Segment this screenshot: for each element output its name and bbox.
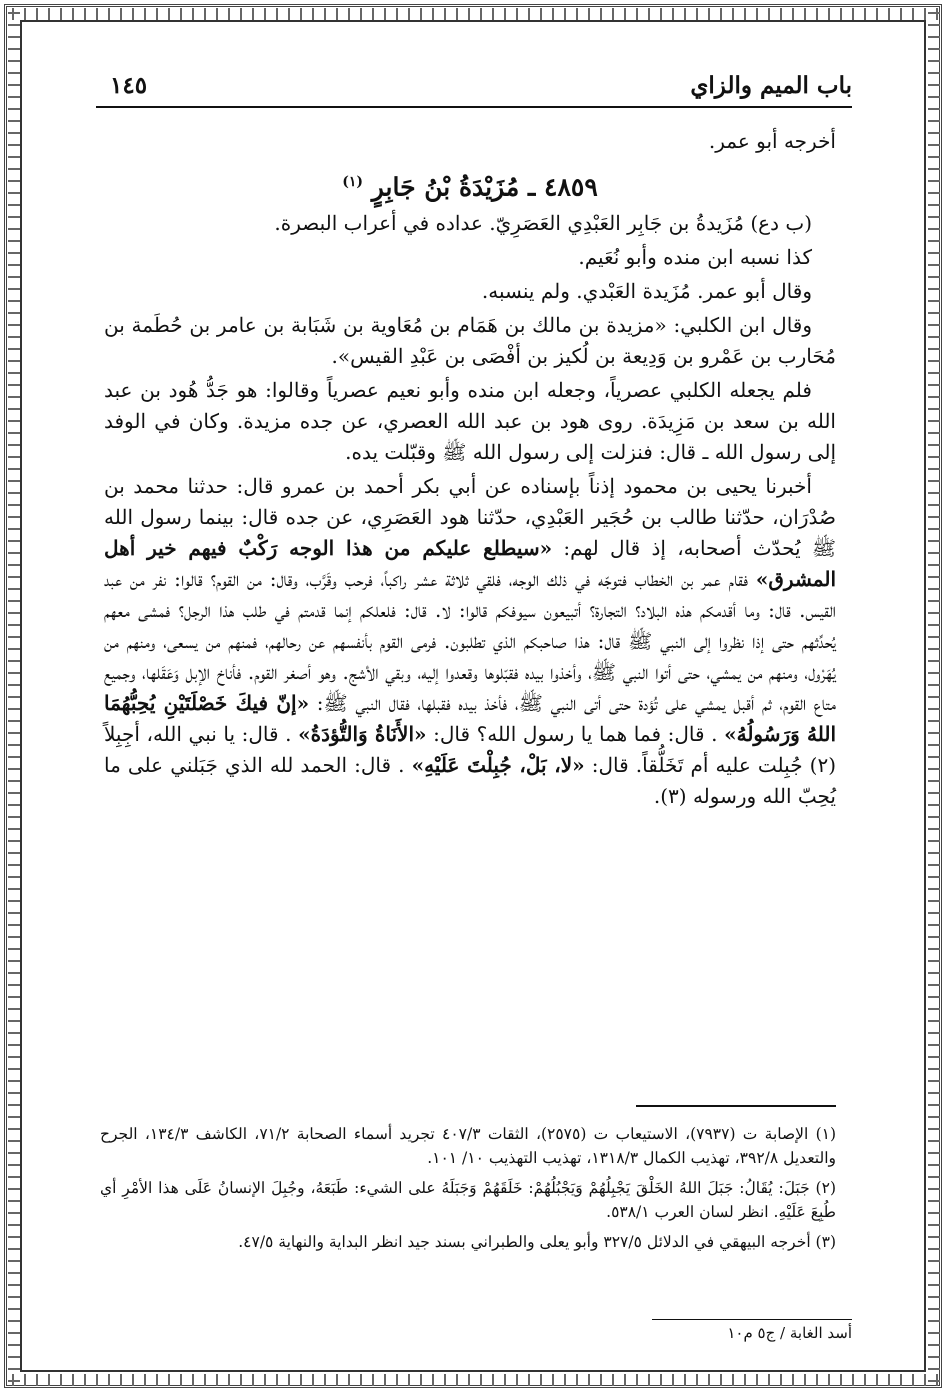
main-text [104,126,836,815]
page-number: ١٤٥ [110,72,148,99]
paragraph-5: فلم يجعله الكلبي عصرياً، وجعله ابن منده وأبو نعيم عصرياً وقالوا: هو جَدُّ هُود بن عبد الله بن سعد بن مَزِيدَة. روى هود بن عبد الله العصري، عن جده مزيدة. وكان في الوفد إلى رسول الله ـ قال: فنزلت إلى رسول الله ﷺ وقبّلت يده. [104,378,836,465]
footnotes [100,1122,836,1260]
footnote-3: (٣) أخرجه البيهقي في الدلائل ٣٢٧/٥ وأبو يعلى والطبراني بسند جيد انظر البداية والنهاية ٤٧/٥. [238,1233,836,1251]
narration-text: . قال: يا نبي الله، أجِبِلاً (٢) جُبِلت عليه أم تَخَلُّقاً. قال: [104,722,837,778]
page-header [96,72,852,108]
paragraph-1: (ب دع) مُزَيدةُ بن جَابِر العَبْدِي العَصَرِيّ. عداده في أعراب البصرة. [274,211,812,236]
narration-text: . قال: فما هما يا رسول الله؟ قال: [433,722,718,747]
footnote-2: (٢) جَبَلَ: يُقَالُ: جَبَلَ اللهُ الخَلْقَ يَجْبِلُهُمْ وَيَجْبُلُهُمْ: خَلَقَهُمْ وَجَبَلَهُ على الشيء: طَبَعَهُ، وجُبِلَ الإنسانُ عَلَى هذا الأمْرِ أي طُبِعَ عَلَيْهِ. انظر لسان العرب ٥٣٨/١. [100,1179,836,1221]
hadith-quote-1: «سيطلع عليكم من هذا الوجه رَكْبٌ فيهم خير أهل المشرق» [104,536,837,592]
paragraph-3: وقال أبو عمر. مُزَيدة العَبْدي. ولم ينسبه. [481,279,812,304]
entry-heading [104,167,836,202]
narration-text: فقام عمر بن الخطاب فتوجّه في ذلك الوجه، فلقي ثلاثة عشر راكباً، فرحب وقَرَّب، وقال: من القوم؟ قالوا: نفر من عبد القيس. قال: وما أقدمكم هذه البلاد؟ التجارة؟ أتبيعون سيوفكم قالوا: لا. قال: فلعلكم إنما قدمتم في طلب هذا الرجل؟ فمشى معهم يُحدِّثهم حتى إذا نظروا إلى النبي ﷺ قال: هذا صاحبكم الذي تطلبون. فرمى القوم بأنفسهم عن رحالهم، فمنهم من يسعى، ومنهم من يُهَرْول، ومنهم من يمشي، حتى أتوا النبي ﷺ، وأخذوا بيده فقبّلوها وقعدوا إليه، وبقي الأشج. وهو أصغر القوم. فأناخ الإبل وَعَقَلها، وجميع متاع القوم، ثم أقبل يمشي على تُؤدة حتى أتى النبي ﷺ، فأخذ بيده فقبلها، فقال النبي ﷺ: [104,567,836,716]
border-chain-right [928,8,940,1386]
paragraph-2: كذا نسبه ابن منده وأبو نُعَيم. [578,245,812,270]
border-chain-left [8,8,20,1386]
border-chain-bottom [8,1374,940,1386]
paragraph-4: وقال ابن الكلبي: «مزيدة بن مالك بن هَمَام بن مُعَاوية بن شَبَابة بن عامر بن حُطَمة بن مُحَارب بن عَمْرو بن وَدِيعة بن لُكيز بن أفْصَى بن عَبْدِ القيس». [104,313,836,369]
paragraph-6 [104,471,836,812]
narration-text: أخبرنا يحيى بن محمود إذناً بإسناده عن أبي بكر أحمد بن عمرو قال: حدثنا محمد بن صُدْرَان، حدّثنا طالب بن حُجَير العَبْدِي، حدّثنا هود العَصَرِي، عن جده قال: بينما رسول الله ﷺ يُحدّث أصحابه، إذ قال لهم: [104,474,837,561]
footnote-1: (١) الإصابة ت (٧٩٣٧)، الاستيعاب ت (٢٥٧٥)، الثقات ٤٠٧/٣ تجريد أسماء الصحابة ٧١/٢، الكاشف ١٣٤/٣، الجرح والتعديل ٣٩٢/٨، تهذيب الكمال ١٣١٨/٣، تهذيب التهذيب ١٠/ ١٠١. [100,1125,837,1167]
footnote-ref-1: (١) [342,174,363,190]
hadith-quote-4: «لا، بَلْ، جُبِلْتَ عَلَيْهِ» [411,753,585,778]
border-chain-top [8,8,940,20]
narration-text: . قال: الحمد لله الذي جَبَلني على ما يُحِبّ الله ورسوله (٣). [104,753,836,809]
footnote-separator [636,1105,836,1107]
hadith-quote-2: «إنّ فيكَ خَصْلَتَيْنِ يُحِبُّهُمَا اللهُ وَرَسُولُهُ» [104,691,837,747]
hadith-quote-3: «الأَنَاةُ وَالتُّؤدَةُ» [298,722,427,747]
paragraph-intro: أخرجه أبو عمر. [708,129,836,153]
running-title: باب الميم والزاي [690,72,852,99]
signature-mark: أسد الغابة / ج٥ م١٠ [652,1319,852,1342]
entry-title: ٤٨٥٩ ـ مُزَيْدَةُ بْنُ جَابِرٍ [371,172,598,202]
